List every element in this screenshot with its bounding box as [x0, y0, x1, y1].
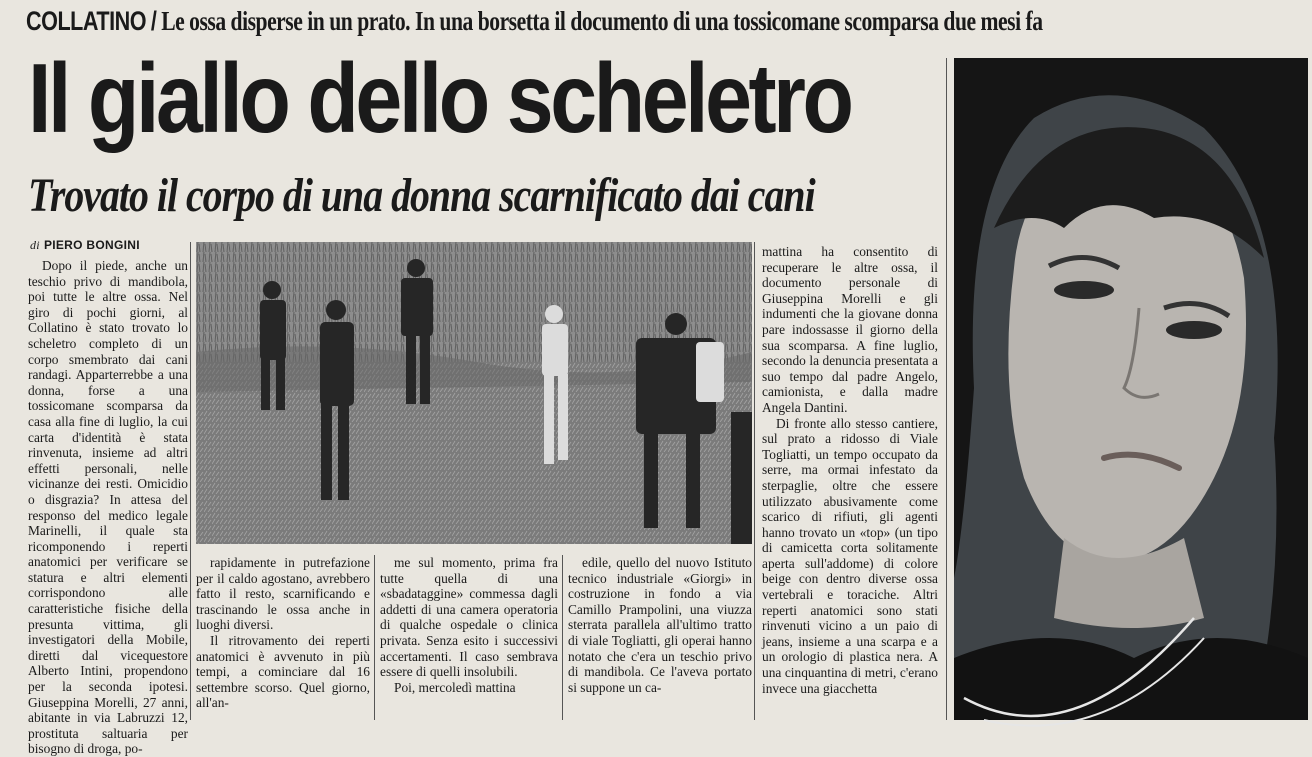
- kicker-separator: /: [150, 6, 157, 36]
- column-paragraph: mattina ha consentito di recuperare le altre ossa, il documento personale di Giuseppina Morelli e gli indumenti che la giovane donna pare indossasse il giorno della sua scomparsa. A fine luglio, secondo la denuncia presentata a suo tempo dal padre Angelo, camionista, e dalla madre Angela Dantini.: [762, 244, 938, 415]
- article-column-1: [28, 258, 188, 757]
- byline-prefix: di: [30, 238, 40, 252]
- column-paragraph: Poi, mercoledì mattina: [394, 679, 516, 695]
- article-column-2: [196, 555, 370, 720]
- column-paragraph: Il ritrovamento dei reperti anatomici è avvenuto in più tempi, a cominciare dal 16 settembre scorso. Quel giorno, all'an-: [196, 632, 370, 711]
- column-divider: [190, 242, 191, 720]
- column-divider: [754, 242, 755, 720]
- column-divider: [374, 555, 375, 720]
- column-divider: [946, 58, 947, 720]
- column-paragraph: Di fronte allo stesso cantiere, sul prato a ridosso di Viale Togliatti, un tempo occupato da serre, ma ormai infestato da sterpaglie, oltre che essere utilizzato abusivamente come scarico di rifiuti, gli agenti hanno trovato un «top» (un tipo di camicetta corta solitamente aperta sull'addome) di colore beige con dentro diverse ossa vertebrali e toraciche. Altri reperti anatomici sono stati rinvenuti vicino a un paio di jeans, insieme a una scarpa e a un orologio di plastica nera. A una cinquantina di metri, c'erano invece una giacchetta: [762, 415, 938, 696]
- headline: Il giallo dello scheletro: [28, 43, 851, 153]
- kicker-line: [26, 6, 1055, 46]
- byline-author: PIERO BONGINI: [43, 238, 140, 252]
- column-paragraph: edile, quello del nuovo Istituto tecnico industriale «Giorgi» in costruzione in fondo a via Camillo Prampolini, una viuzza sterrata parallela all'ultimo tratto di viale Togliatti, gli operai hanno notato che c'era un teschio privo di mandibola. Ce l'aveva portato si suppone un ca-: [568, 555, 752, 695]
- crime-scene-photo: [196, 242, 752, 544]
- column-divider: [562, 555, 563, 720]
- article-column-5: [762, 244, 938, 720]
- kicker-tag: COLLATINO: [26, 6, 147, 36]
- column-paragraph: Dopo il piede, anche un teschio privo di mandibola, poi tutte le altre ossa. Nel giro di pochi giorni, al Collatino è stato trovato lo scheletro completo di un corpo smembrato dai cani randagi. Apparterrebbe a una donna, forse a una tossicomane scomparsa da casa alla fine di luglio, la cui carta d'identità è stata rinvenuta, insieme ad altri effetti personali, nelle vicinanze dei resti. Omicidio o disgrazia? In attesa del responso del medico legale Marinelli, il quale sta ricomponendo i reperti anatomici per verificare se statura e altri elementi corrispondono alle caratteristiche fisiche della presunta vittima, gli investigatori della Mobile, diretti dal vicequestore Alberto Intini, propendono per la seconda ipotesi. Giuseppina Morelli, 27 anni, abitante in via Labruzzi 12, prostituta saltuaria per bisogno di droga, po-: [28, 258, 188, 757]
- column-paragraph: rapidamente in putrefazione per il caldo agostano, avrebbero fatto il resto, scarnificando e trascinando le ossa anche in luoghi diversi.: [196, 555, 370, 633]
- column-paragraph: me sul momento, prima fra tutte quella di una «sbadataggine» commessa dagli addetti di una camera operatoria di qualche ospedale o clinica privata. Senza esito i successivi accertamenti. Il caso sembrava essere di quelli insolubili.: [380, 555, 558, 680]
- byline: [30, 238, 140, 253]
- victim-portrait-photo: [954, 58, 1308, 720]
- article-column-4: [568, 555, 752, 720]
- subheadline: Trovato il corpo di una donna scarnificato dai cani: [28, 169, 815, 222]
- kicker-text: Le ossa disperse in un prato. In una borsetta il documento di una tossicomane scomparsa due mesi fa: [161, 6, 1043, 36]
- article-column-3: [380, 555, 558, 720]
